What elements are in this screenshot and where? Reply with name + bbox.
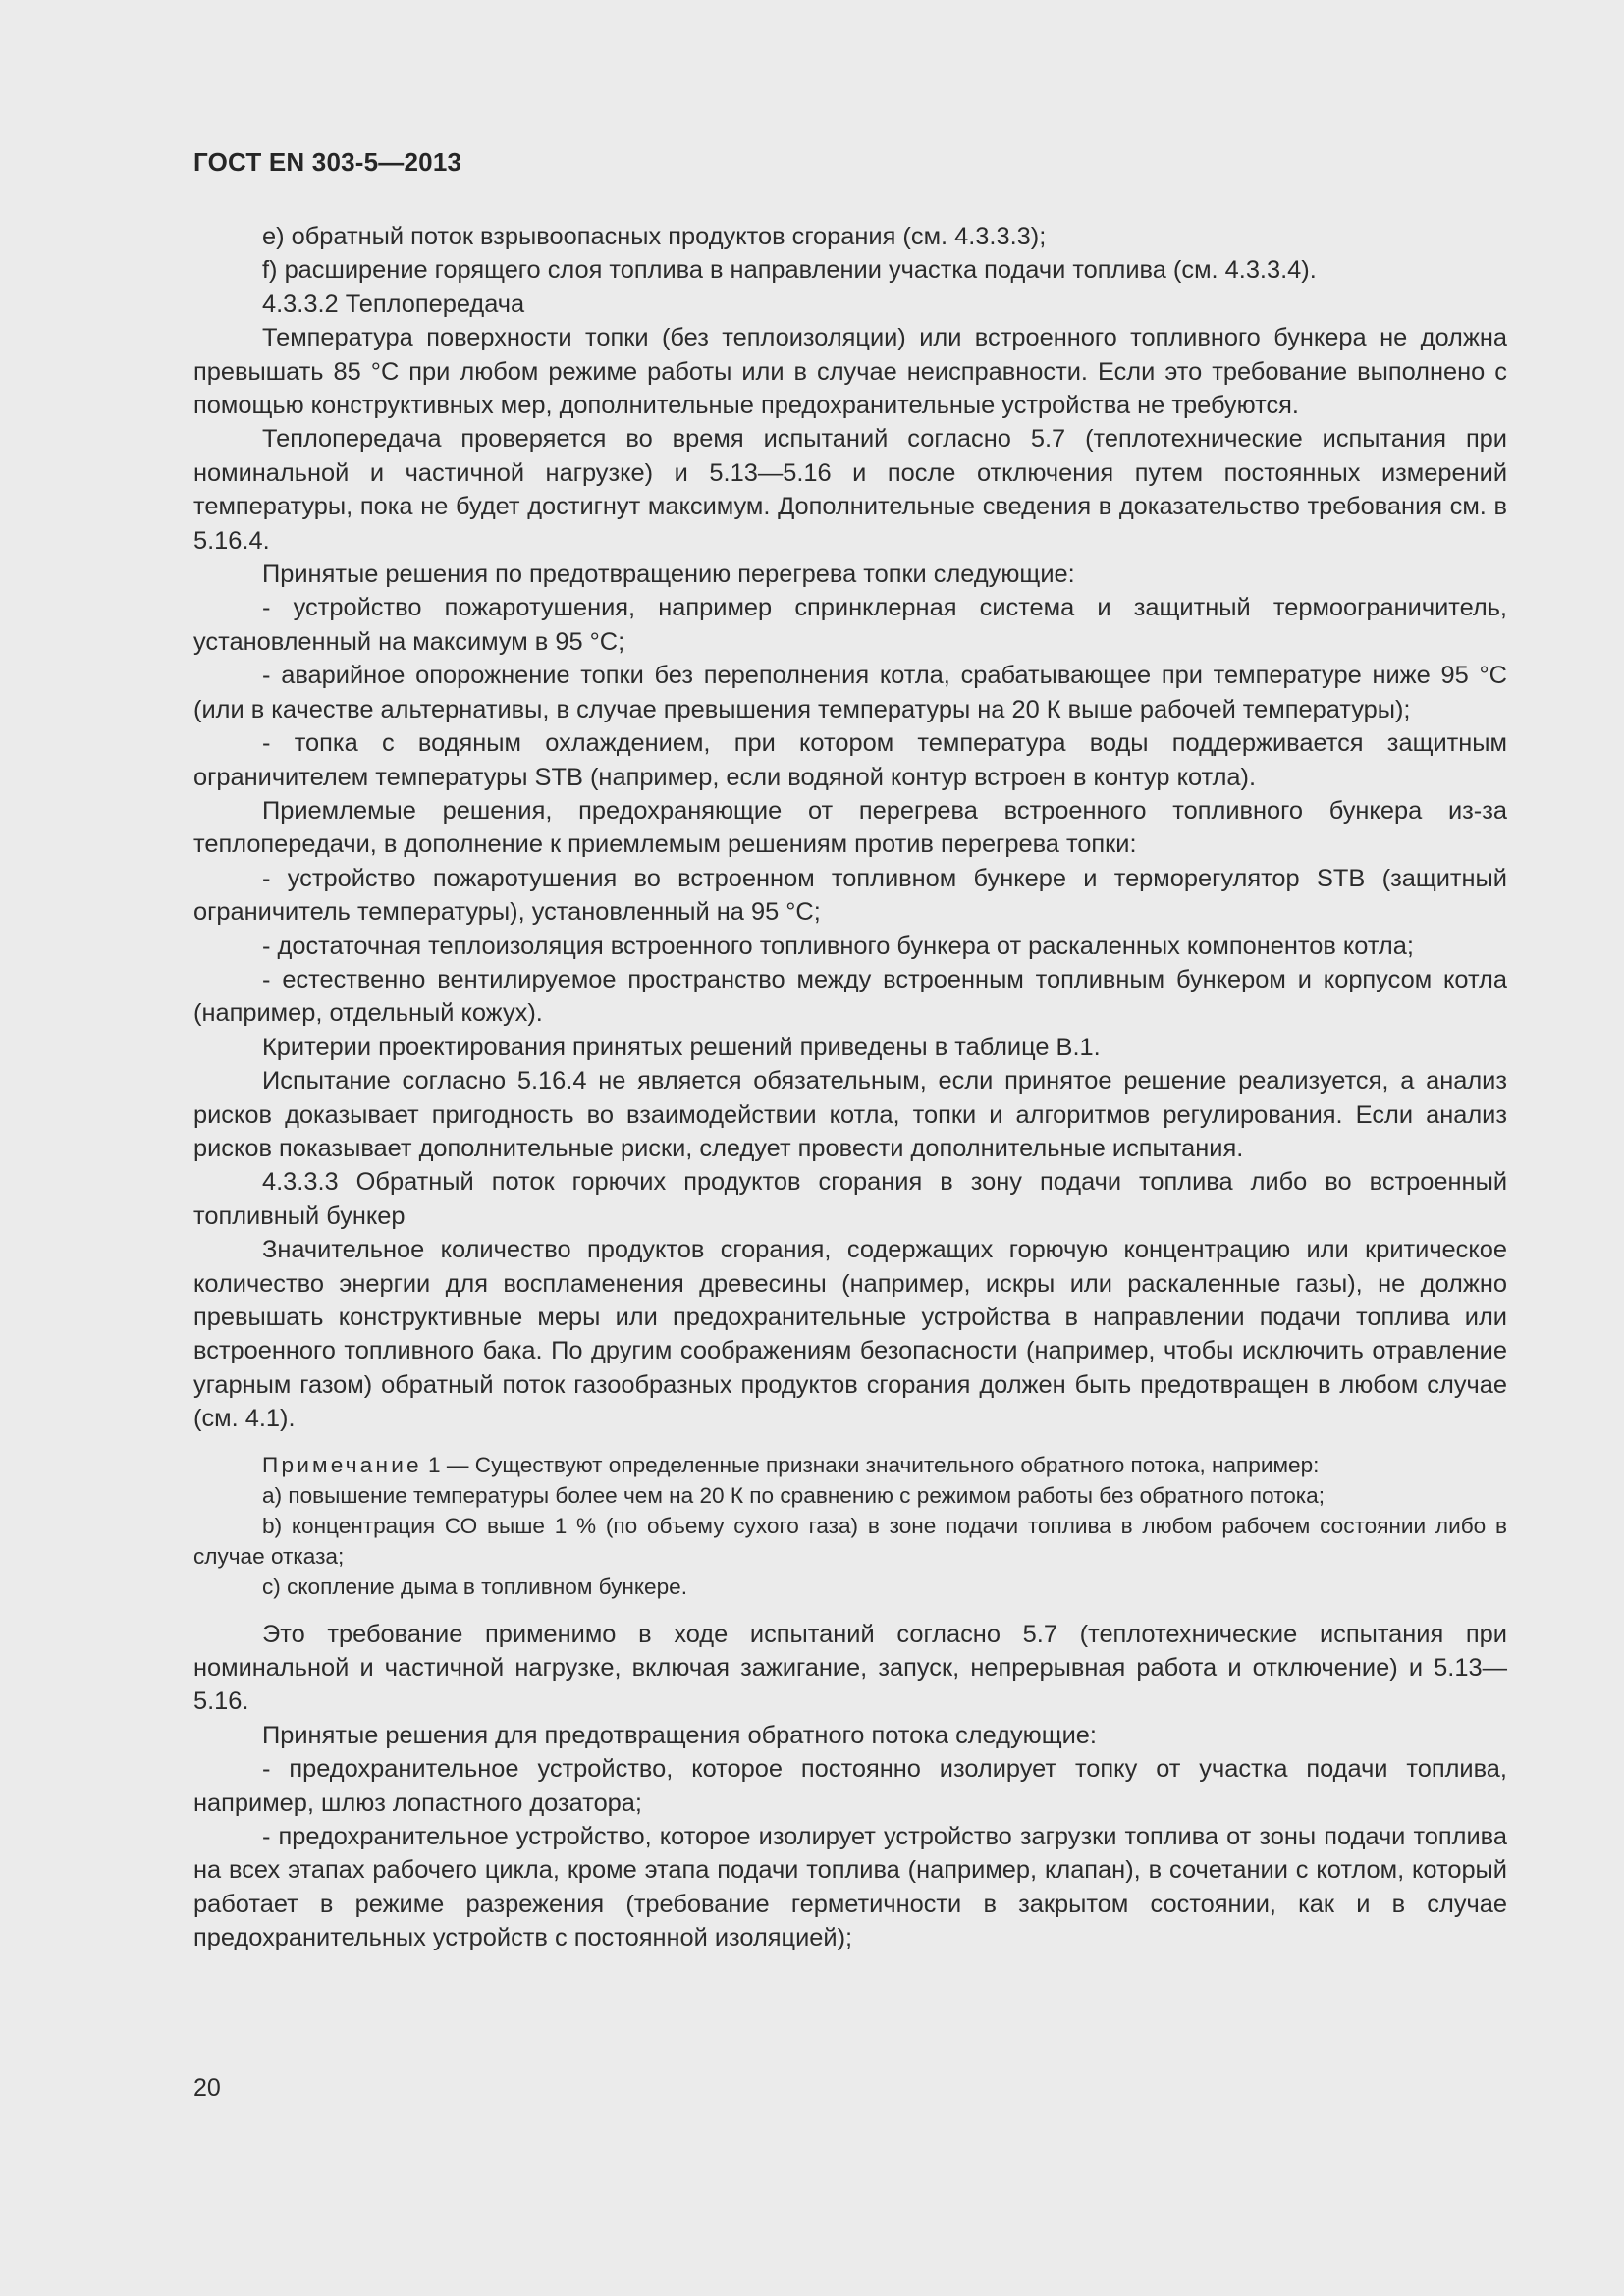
paragraph: Приемлемые решения, предохраняющие от перегрева встроенного топливного бункера из-за теплопередачи, в дополнение к приемлемым решениям против перегрева топки: (193, 796, 1507, 859)
section-heading: 4.3.3.2 Теплопередача (262, 290, 525, 318)
note-item: b) концентрация СО выше 1 % (по объему сухого газа) в зоне подачи топлива в любом рабочем состоянии либо в случае отказа; (193, 1513, 1507, 1569)
list-item: - аварийное опорожнение топки без переполнения котла, срабатывающее при температуре ниже 95 °С (или в качестве альтернативы, в случае превышения температуры на 20 К выше рабочей температуры); (193, 662, 1507, 723)
note-heading (193, 1450, 1507, 1480)
list-item: - устройство пожаротушения, например спринклерная система и защитный термоограничитель, установленный на максимум в 95 °С; (193, 594, 1507, 656)
list-item: - предохранительное устройство, которое постоянно изолирует топку от участка подачи топлива, например, шлюз лопастного дозатора; (193, 1755, 1507, 1817)
note-label: Примечание (262, 1452, 422, 1477)
list-item: - устройство пожаротушения во встроенном топливном бункере и терморегулятор STB (защитный ограничитель температуры), установленный на 95 °С; (193, 864, 1507, 927)
paragraph: Принятые решения для предотвращения обратного потока следующие: (262, 1721, 1097, 1749)
paragraph: Теплопередача проверяется во время испытаний согласно 5.7 (теплотехнические испытания при номинальной и частичной нагрузке) и 5.13—5.16 и после отключения путем постоянных измерений температуры, пока не будет достигнут максимум. Дополнительные сведения в доказательство требования см. в 5.16.4. (193, 425, 1507, 555)
document-header: ГОСТ EN 303-5—2013 (193, 147, 462, 177)
list-item: - естественно вентилируемое пространство между встроенным топливным бункером и корпусом котла (например, отдельный кожух). (193, 965, 1507, 1028)
paragraph: Температура поверхности топки (без теплоизоляции) или встроенного топливного бункера не должна превышать 85 °С при любом режиме работы или в случае неисправности. Если это требование выполнено с помощью конструктивных мер, дополнительные предохранительные устройства не требуются. (193, 324, 1507, 420)
paragraph: f) расширение горящего слоя топлива в направлении участка подачи топлива (см. 4.3.3.4). (262, 256, 1317, 285)
list-item: - достаточная теплоизоляция встроенного топливного бункера от раскаленных компонентов котла; (262, 932, 1414, 960)
paragraph: Критерии проектирования принятых решений приведены в таблице В.1. (262, 1033, 1101, 1061)
paragraph: Испытание согласно 5.16.4 не является обязательным, если принятое решение реализуется, а анализ рисков доказывает пригодность во взаимодействии котла, топки и алгоритмов регулирования. Если анализ рисков показывает дополнительные риски, следует провести дополнительные испытания. (193, 1067, 1507, 1162)
list-item: - предохранительное устройство, которое изолирует устройство загрузки топлива от зоны подачи топлива на всех этапах рабочего цикла, кроме этапа подачи топлива (например, клапан), в сочетании с котлом, который работает в режиме разрежения (требование герметичности в закрытом состоянии, как и в случае предохранительных устройств с постоянной изоляцией); (193, 1823, 1507, 1952)
page-number: 20 (193, 2074, 221, 2102)
list-item: - топка с водяным охлаждением, при котором температура воды поддерживается защитным ограничителем температуры STB (например, если водяной контур встроен в контур котла). (193, 729, 1507, 791)
note-item: с) скопление дыма в топливном бункере. (262, 1574, 687, 1599)
paragraph: Это требование применимо в ходе испытаний согласно 5.7 (теплотехнические испытания при номинальной и частичной нагрузке, включая зажигание, запуск, непрерывная работа и отключение) и 5.13—5.16. (193, 1620, 1507, 1716)
document-body (193, 220, 1507, 1955)
note-block (193, 1450, 1507, 1602)
note-item: а) повышение температуры более чем на 20 К по сравнению с режимом работы без обратного потока; (262, 1482, 1325, 1508)
paragraph: Значительное количество продуктов сгорания, содержащих горючую концентрацию или критическое количество энергии для воспламенения древесины (например, искры или раскаленные газы), не должно превышать конструктивные меры или предохранительные устройства в направлении подачи топлива или встроенного топливного бака. По другим соображениям безопасности (например, чтобы исключить отравление угарным газом) обратный поток газообразных продуктов сгорания должен быть предотвращен в любом случае (см. 4.1). (193, 1236, 1507, 1433)
section-heading: 4.3.3.3 Обратный поток горючих продуктов сгорания в зону подачи топлива либо во встроенный топливный бункер (193, 1168, 1507, 1230)
paragraph: e) обратный поток взрывоопасных продуктов сгорания (см. 4.3.3.3); (262, 223, 1047, 250)
paragraph: Принятые решения по предотвращению перегрева топки следующие: (262, 561, 1075, 589)
note-text: 1 — Существуют определенные признаки значительного обратного потока, например: (421, 1452, 1320, 1477)
